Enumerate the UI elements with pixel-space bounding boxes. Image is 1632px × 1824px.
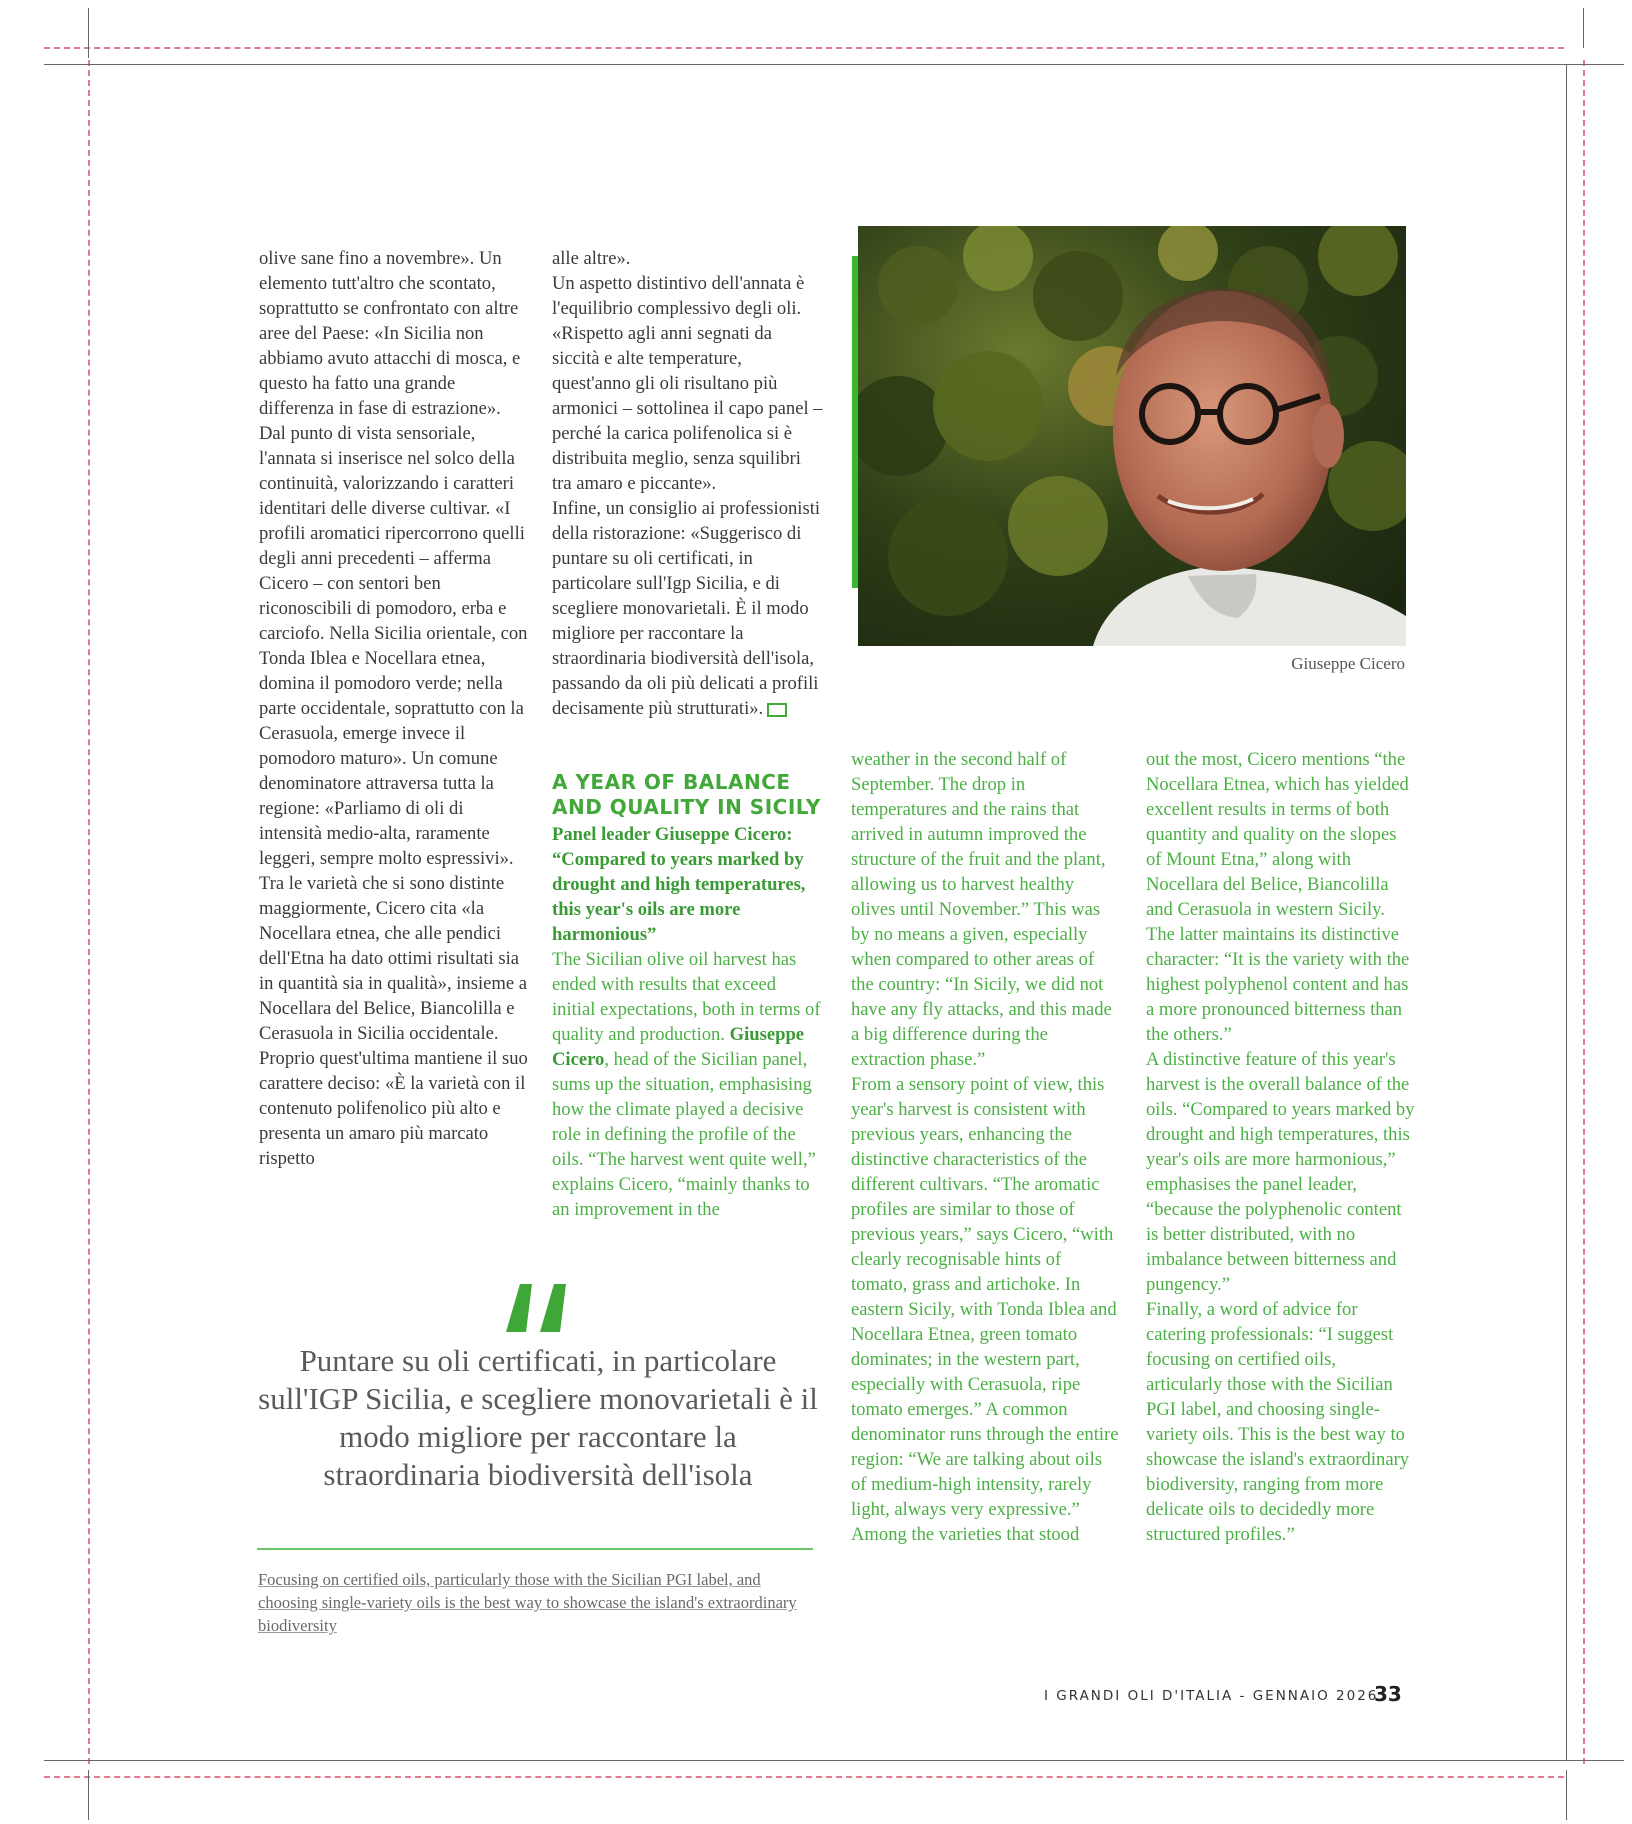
- paragraph: olive sane fino a novembre». Un elemento tutt'altro che scontato, soprattutto se confrontato con altre aree del Paese: «In Sicilia non abbiamo avuto attacchi di mosca, e questo ha fatto una grande differenza in fase di estrazione».: [259, 248, 521, 419]
- trim-line-right: [1566, 64, 1567, 1760]
- photo-caption: Giuseppe Cicero: [1291, 654, 1405, 673]
- trim-line-left: [88, 8, 89, 58]
- publication-footer: I GRANDI OLI D'ITALIA - GENNAIO 2026: [1044, 1688, 1379, 1704]
- paragraph: Tra le varietà che si sono distinte maggiormente, Cicero cita «la Nocellara etnea, che alle pendici dell'Etna ha dato ottimi risultati sia in quantità sia in qualità», insieme a Nocellara del Belice, Biancolilla e Cerasuola in Sicilia occidentale. Proprio quest'ultima mantiene il suo carattere deciso: «È la varietà con il contenuto polifenolico più alto e presenta un amaro più marcato rispetto: [259, 873, 528, 1169]
- italian-column-1: [259, 246, 531, 1171]
- page-number: 33: [1374, 1682, 1402, 1706]
- italian-column-2: [552, 246, 824, 721]
- portrait-photo: [858, 226, 1406, 646]
- english-intro: [552, 947, 824, 1222]
- intro-text-continued: , head of the Sicilian panel, sums up the situation, emphasising how the climate played a decisive role in defining the profile of the oils. “The harvest went quite well,” explains Cicero, “mainly thanks to an improvement in the: [552, 1049, 816, 1220]
- bleed-line-bottom: [44, 1776, 1564, 1778]
- english-column-3: [851, 747, 1121, 1547]
- paragraph: out the most, Cicero mentions “the Nocellara Etnea, which has yielded excellent results in terms of both quantity and quality on the slopes of Mount Etna,” along with Nocellara del Belice, Biancolilla and Cerasuola in western Sicily. The latter maintains its distinctive character: “It is the variety with the highest polyphenol content and has a more pronounced bitterness than the others.”: [1146, 749, 1410, 1045]
- paragraph: alle altre».: [552, 248, 631, 269]
- paragraph-text: Infine, un consiglio ai professionisti della ristorazione: «Suggerisco di puntare su oli certificati, in particolare sull'Igp Sicilia, e di scegliere monovarietali. È il modo migliore per raccontare la straordinaria biodiversità dell'isola, passando da oli più delicati a profili decisamente più strutturati».: [552, 498, 821, 719]
- quote-divider: [257, 1548, 813, 1550]
- paragraph: A distinctive feature of this year's harvest is the overall balance of the oils. “Compared to years marked by drought and high temperatures, this year's oils are more harmonious,” emphasises the panel leader, “because the polyphenolic content is better distributed, with no imbalance between bitterness and pungency.”: [1146, 1049, 1415, 1295]
- pull-quote: Puntare su oli certificati, in particolare sull'IGP Sicilia, e scegliere monovarietali è il modo migliore per raccontare la straordinaria biodiversità dell'isola: [258, 1343, 818, 1492]
- english-column-4: [1146, 747, 1416, 1547]
- paragraph: Finally, a word of advice for catering professionals: “I suggest focusing on certified oils, articularly those with the Sicilian PGI label, and choosing single-variety oils. This is the best way to showcase the island's extraordinary biodiversity, ranging from more delicate oils to decidedly more structured profiles.”: [1146, 1299, 1410, 1545]
- paragraph: From a sensory point of view, this year's harvest is consistent with previous years, enhancing the distinctive characteristics of the different cultivars. “The aromatic profiles are similar to those of previous years,” says Cicero, “with clearly recognisable hints of tomato, grass and artichoke. In eastern Sicily, with Tonda Iblea and Nocellara Etnea, green tomato dominates; in the western part, especially with Cerasuola, ripe tomato emerges.” A common denominator runs through the entire region: “We are talking about oils of medium-high intensity, rarely light, always very expressive.”: [851, 1074, 1119, 1520]
- bleed-line-top: [44, 47, 1564, 49]
- trim-line-top: [44, 64, 1624, 65]
- bleed-line-right: [1583, 60, 1585, 1764]
- paragraph: Among the varieties that stood: [851, 1524, 1080, 1545]
- person-name: Giuseppe Cicero: [552, 1024, 805, 1070]
- quote-mark-icon: [506, 1284, 568, 1332]
- end-of-article-icon: [767, 703, 787, 717]
- portrait-illustration: [858, 226, 1406, 646]
- paragraph: [552, 496, 824, 721]
- trim-line-left-bottom: [88, 1770, 89, 1820]
- trim-line-bottom: [44, 1760, 1624, 1761]
- pull-quote-translation: Focusing on certified oils, particularly those with the Sicilian PGI label, and choosing single-variety oils is the best way to showcase the island's extraordinary biodiversity: [258, 1570, 797, 1635]
- paragraph: [552, 947, 824, 1222]
- section-subtitle: Panel leader Giuseppe Cicero: “Compared to years marked by drought and high temperatures, this year's oils are more harmonious”: [552, 824, 806, 945]
- paragraph: Dal punto di vista sensoriale, l'annata si inserisce nel solco della continuità, valorizzando i caratteri identitari delle diverse cultivar. «I profili aromatici ripercorrono quelli degli anni precedenti – afferma Cicero – con sentori ben riconoscibili di pomodoro, erba e carciofo. Nella Sicilia orientale, con Tonda Iblea e Nocellara etnea, domina il pomodoro verde; nella parte occidentale, soprattutto con la Cerasuola, emerge invece il pomodoro maturo». Un comune denominatore attraversa tutta la regione: «Parliamo di oli di intensità medio-alta, raramente leggeri, sempre molto espressivi».: [259, 423, 528, 869]
- trim-line-right-bottom: [1566, 1770, 1567, 1820]
- intro-text: The Sicilian olive oil harvest has ended with results that exceed initial expectations, both in terms of quality and production.: [552, 949, 821, 1045]
- paragraph: weather in the second half of September. The drop in temperatures and the rains that arrived in autumn improved the structure of the fruit and the plant, allowing us to harvest healthy olives until November.” This was by no means a given, especially when compared to other areas of the country: “In Sicily, we did not have any fly attacks, and this made a big difference during the extraction phase.”: [851, 749, 1112, 1070]
- trim-line-right-top: [1583, 8, 1584, 48]
- paragraph: Un aspetto distintivo dell'annata è l'equilibrio complessivo degli oli. «Rispetto agli anni segnati da siccità e alte temperature, quest'anno gli oli risultano più armonici – sottolinea il capo panel – perché la carica polifenolica si è distribuita meglio, senza squilibri tra amaro e piccante».: [552, 273, 823, 494]
- section-title: A YEAR OF BALANCE AND QUALITY IN SICILY: [552, 770, 821, 819]
- bleed-line-left: [88, 60, 90, 1764]
